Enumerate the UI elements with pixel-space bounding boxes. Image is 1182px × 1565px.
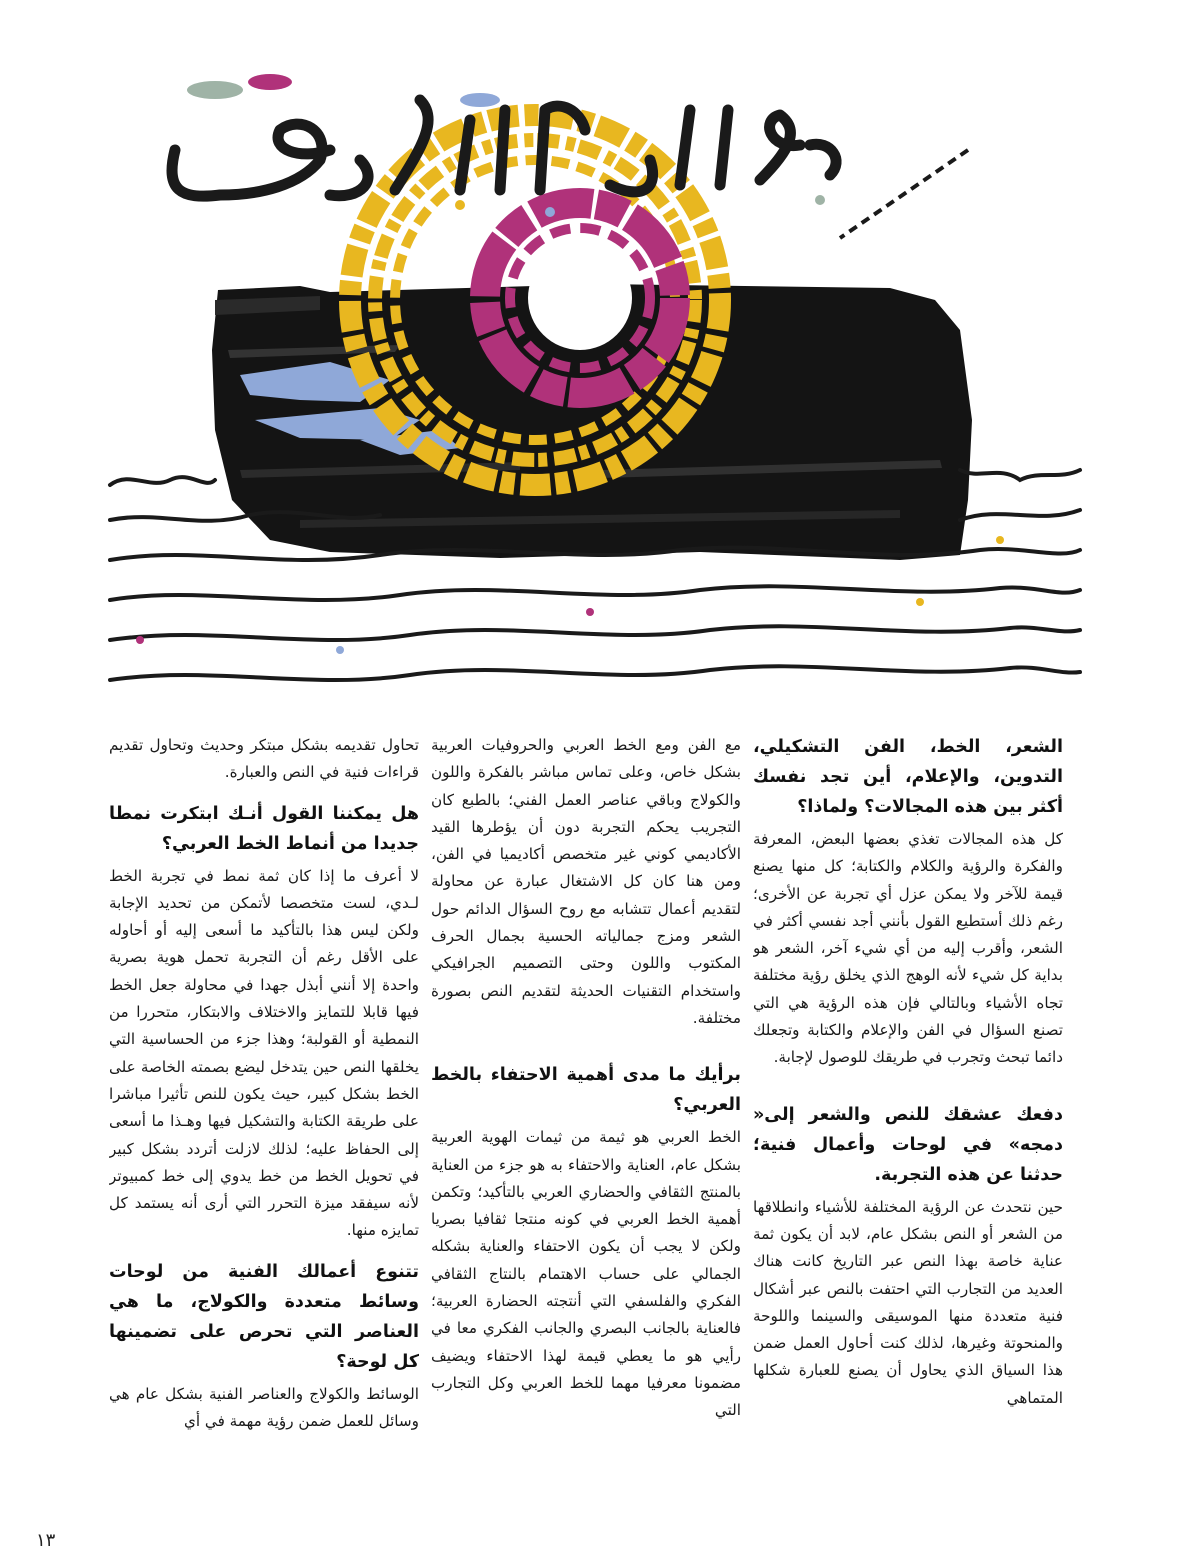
answer-paragraph: لا أعرف ما إذا كان ثمة نمط في تجربة الخط لـدي، لست متخصصا لأتمكن من تحديد الإجابة ولكن ليس هذا بالتأكيد ما أسعى إليه أو أحاوله على الأقل رغم أن التجربة تحمل هوية بصرية واحدة إلا أنني أبذل جهدا في محاولة جعل الخط فيها قابلا للتمايز والاختلاف والابتكار، متحررا من النمطية أو القولبة؛ وهذا جزء من الحساسية التي يخلقها النص حين يتدخل ليضع بصمته الخاصة على الخط بشكل كبير، حيث يكون للنص تأثيرا مباشرا على طريقة الكتابة والتشكيل فيها وهـذا ما أسعى إلى الحفاظ عليه؛ لذلك لازلت أتردد بشكل كبير في تحويل الخط من خط يدوي إلى خط كمبيوتر لأنه سيفقد ميزة التحرر التي أرى أنه يستمد كل تمايزه منها. — [109, 866, 419, 1240]
question-heading: برأيك ما مدى أهمية الاحتفاء بالخط العربي؟ — [431, 1065, 741, 1116]
top-calligraphy-lettering — [172, 100, 836, 196]
article-column-right — [753, 732, 1063, 1522]
question-heading: هل يمكننا القول أنـك ابتكرت نمطا جديدا من أنماط الخط العربي؟ — [109, 803, 419, 854]
article-column-left — [109, 732, 419, 1522]
calligraphy-camera-artwork-icon — [0, 0, 1182, 720]
lens-center — [528, 246, 632, 350]
question-heading: الشعر، الخط، الفن التشكيلي، التدوين، والإعلام، أين تجد نفسك أكثر بين هذه المجالات؟ ولماذا؟ — [753, 737, 1063, 817]
strap-line — [840, 150, 968, 238]
question-heading: دفعك عشقك للنص والشعر إلى« دمجه» في لوحات وأعمال فنية؛ حدثنا عن هذه التجربة. — [753, 1104, 1063, 1185]
question-heading: تتنوع أعمالك الفنية من لوحات وسائط متعددة والكولاج، ما هي العناصر التي تحرص على تضمينها كل لوحة؟ — [109, 1261, 419, 1372]
article-column-middle — [431, 732, 741, 1522]
page-number: ١٣ — [36, 1530, 56, 1551]
answer-paragraph: مع الفن ومع الخط العربي والحروفيات العربية بشكل خاص، وعلى تماس مباشر بالفكرة واللون والكولاج وباقي عناصر العمل الفني؛ بالطبع كان التجريب يحكم التجربة دون أن يؤطرها القيد الأكاديمي كوني غير متخصص أكاديميا في الفن، ومن هنا كان كل الاشتغال عبارة عن محاولة لتقديم أعمال تتشابه مع روح السؤال الدائم حول الشعر ومزج جمالياته الحسية بجمال الحرف المكتوب واللون وحتى التصميم الجرافيكي واستخدام التقنيات الحديثة لتقديم النص بصورة مختلفة. — [431, 736, 741, 1027]
answer-paragraph: تحاول تقديمه بشكل مبتكر وحديث وتحاول تقديم قراءات فنية في النص والعبارة. — [109, 736, 419, 782]
answer-paragraph: الوسائط والكولاج والعناصر الفنية بشكل عام هي وسائل للعمل ضمن رؤية مهمة في أي — [109, 1384, 419, 1431]
answer-paragraph: كل هذه المجالات تغذي بعضها البعض، المعرفة والفكرة والرؤية والكلام والكتابة؛ كل منها يصنع قيمة للآخر ولا يمكن عزل أي تجربة عن الأخرى؛ رغم ذلك أستطيع القول بأنني أجد نفسي أكثر في الشعر، وأقرب إليه من أي شيء آخر، الشعر هو بداية كل شيء لأنه الوهج الذي يخلق رؤية مختلفة تجاه الأشياء وبالتالي فإن هذه الرؤية هي التي تصنع السؤال في الفن والإعلام والكتابة وتجعلك دائما تبحث وتجرب في طريقك للوصول لإجابة. — [753, 830, 1063, 1067]
answer-paragraph: الخط العربي هو ثيمة من ثيمات الهوية العربية بشكل عام، العناية والاحتفاء به هو جزء من العناية بالمنتج الثقافي والحضاري العربي بالتأكيد؛ وتكمن أهمية الخط العربي في كونه منتجا ثقافيا بصريا ولكن لا يجب أن يكون الاحتفاء والعناية بشكله الجمالي على حساب الاهتمام بالنتاج الثقافي الفكري والفلسفي التي أنتجته الحضارة العربية؛ فالعناية بالجانب البصري والجانب الفكري معا في رأيي هو ما يعطي قيمة لهذا الاحتفاء ويضيف مضمونا معرفيا مهما للخط العربي وكل التجارب التي — [431, 1128, 741, 1420]
answer-paragraph: حين نتحدث عن الرؤية المختلفة للأشياء وانطلاقها من الشعر أو النص بشكل عام، لابد أن يكون ثمة عناية خاصة بهذا النص عبر التاريخ كانت هناك العديد من التجارب التي احتفت بالنص عبر أشكال فنية متعددة منها الموسيقى والسينما واللوحة والمنحوتة وغيرها، لذلك كنت أحاول العمل ضمن هذا السياق الذي يحاول أن يصنع للعبارة شكلها المتماهي — [753, 1197, 1063, 1407]
